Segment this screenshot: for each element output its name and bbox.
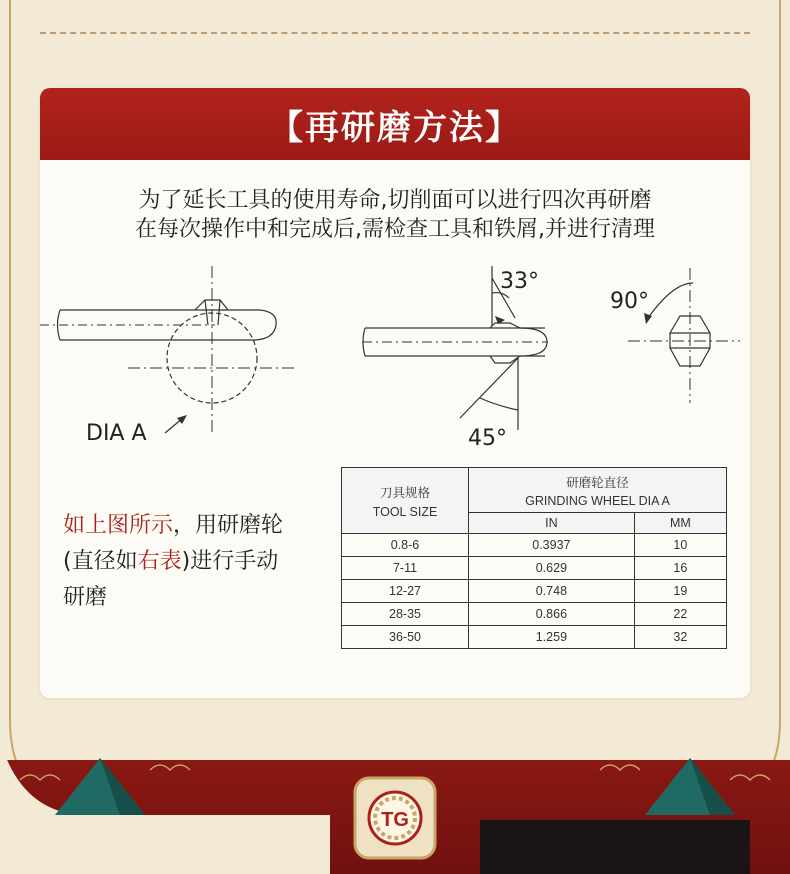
table-row: 36-50 1.259 32 bbox=[342, 626, 727, 649]
note-text-1: ，用研磨轮 bbox=[173, 513, 284, 538]
section-title: 【再研磨方法】 bbox=[269, 107, 521, 148]
table-row: 7-11 0.629 16 bbox=[342, 557, 727, 580]
col-mm-header: MM bbox=[634, 513, 726, 534]
intro-line-2: 在每次操作中和完成后,需检查工具和铁屑,并进行清理 bbox=[135, 217, 655, 242]
tg-logo bbox=[355, 778, 435, 858]
footer-decoration bbox=[0, 720, 790, 874]
mountain-left-icon bbox=[55, 758, 145, 815]
table-row: 12-27 0.748 19 bbox=[342, 580, 727, 603]
dia-a-label: DIA A bbox=[86, 421, 147, 446]
table-row: 0.8-6 0.3937 10 bbox=[342, 534, 727, 557]
col-wheel-dia-header: 研磨轮直径 GRINDING WHEEL DIA A bbox=[469, 468, 727, 513]
intro-line-1: 为了延长工具的使用寿命,切削面可以进行四次再研磨 bbox=[138, 188, 652, 213]
note-highlight-above: 如上图所示 bbox=[63, 513, 174, 538]
grinding-note-line-3: 研磨 bbox=[63, 585, 108, 610]
logo-text: TG bbox=[381, 809, 409, 831]
dark-product-block bbox=[480, 820, 750, 874]
note-text-3: )进行手动 bbox=[181, 549, 279, 574]
angle-33-label: 33° bbox=[500, 269, 539, 294]
angle-45-label: 45° bbox=[468, 426, 507, 448]
note-highlight-table: 右表 bbox=[137, 549, 182, 574]
col-tool-size-header: 刀具规格 TOOL SIZE bbox=[342, 468, 469, 534]
table-row: 28-35 0.866 22 bbox=[342, 603, 727, 626]
col-in-header: IN bbox=[469, 513, 635, 534]
mountain-right-icon bbox=[645, 758, 735, 815]
note-text-2: (直径如 bbox=[63, 549, 138, 574]
angle-90-label: 90° bbox=[610, 289, 649, 314]
